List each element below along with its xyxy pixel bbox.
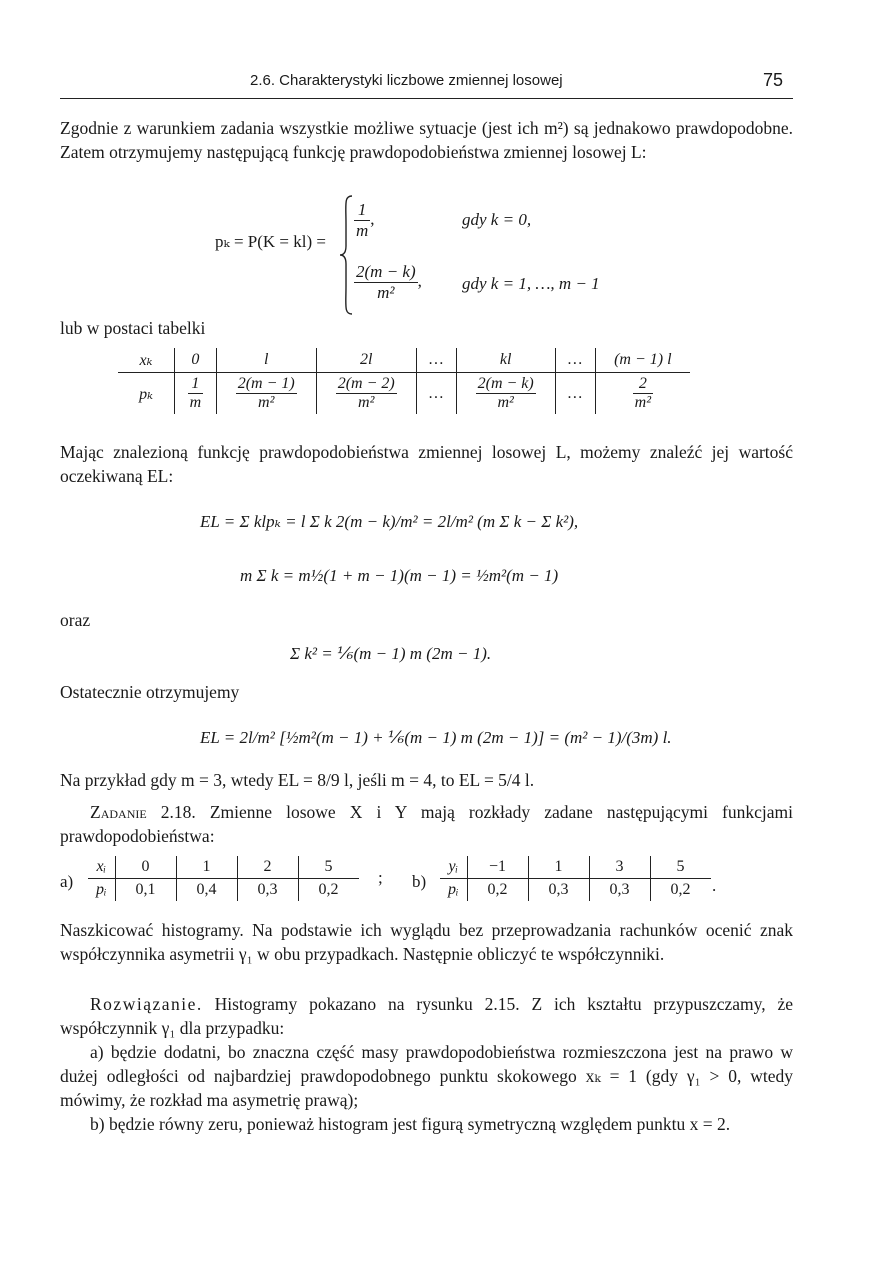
row-label-x: xₖ: [118, 348, 175, 373]
case1-denominator: m: [356, 221, 369, 240]
p-label: pᵢ: [440, 879, 467, 902]
solution-intro: [60, 992, 793, 1040]
oraz-text: oraz: [60, 610, 91, 630]
y-label: yᵢ: [440, 856, 467, 879]
case1: $\frac{1}{m}$ ,: [356, 200, 375, 240]
x-cell: …: [555, 348, 595, 373]
case1-numerator: 1: [354, 200, 370, 221]
x-cell: l: [216, 348, 316, 373]
p-num: 2: [633, 375, 653, 394]
p-cell: 0,2: [318, 881, 339, 898]
solution-case-a: a) będzie dodatni, bo znaczna część masy prawdopodobieństwa rozmieszczona jest na prawo w dużej odległości od najbardziej prawdopodobnego punktu skokowego xₖ = 1 (gdy γ₁ > 0, wtedy mówimy, że rozkład ma asymetrię prawą);: [60, 1042, 793, 1110]
paragraph-intro: Zgodnie z warunkiem zadania wszystkie możliwe sytuacje (jest ich m²) są jednakowo prawdopodobne. Zatem otrzymujemy następującą funkcję prawdopodobieństwa zmiennej losowej L:: [60, 118, 793, 162]
x-cell: kl: [456, 348, 555, 373]
x-label: xᵢ: [88, 856, 115, 879]
x-cell: …: [416, 348, 456, 373]
p-cell: 0,4: [176, 879, 237, 902]
left-brace-icon: [338, 194, 354, 316]
task-2-18: [60, 800, 793, 848]
x-cell: 0: [175, 348, 217, 373]
case2-denominator: m²: [377, 283, 395, 302]
p-cell: 0,3: [589, 879, 650, 902]
distribution-table-L: [118, 348, 690, 414]
y-cell: 5: [676, 858, 685, 875]
p-cell: 0,1: [115, 879, 176, 902]
equation-sum-k: m Σ k = m½(1 + m − 1)(m − 1) = ½m²(m − 1): [240, 566, 559, 585]
p-den: m²: [258, 394, 275, 411]
y-cell: −1: [467, 856, 528, 879]
x-cell: 1: [176, 856, 237, 879]
row-label-p: pₖ: [118, 373, 175, 415]
page-number: 75: [762, 70, 783, 90]
p-den: m: [189, 394, 202, 411]
paragraph-expected-value: Mając znalezioną funkcję prawdopodobieństwa zmiennej losowej L, możemy znaleźć jej wartość oczekiwaną EL:: [60, 442, 793, 486]
section-title: 2.6. Charakterystyki liczbowe zmiennej losowej: [250, 72, 563, 89]
p-cell: 0,3: [237, 879, 298, 902]
p-cell: 0,2: [670, 881, 691, 898]
p-den: m²: [358, 394, 375, 411]
solution-label: Rozwiązanie.: [90, 994, 203, 1014]
distribution-table-a: [88, 856, 359, 901]
y-cell: 3: [589, 856, 650, 879]
page-header: [60, 68, 793, 99]
x-cell: 0: [115, 856, 176, 879]
lub-text: lub w postaci tabelki: [60, 318, 206, 338]
x-cell: 5: [324, 858, 333, 875]
p-cell: …: [555, 373, 595, 415]
y-cell: 1: [528, 856, 589, 879]
p-num: 2(m − 1): [237, 375, 295, 392]
case2-numerator: 2(m − k): [356, 262, 416, 281]
p-cell: 0,2: [467, 879, 528, 902]
solution-text: Histogramy pokazano na rysunku 2.15. Z ich kształtu przypuszczamy, że współczynnik γ₁ dla przypadku:: [60, 994, 793, 1038]
equation-EL-sum: EL = Σ klpₖ = l Σ k 2(m − k)/m² = 2l/m² (m Σ k − Σ k²),: [200, 512, 579, 531]
p-den: m²: [497, 394, 514, 411]
p-den: m²: [634, 394, 651, 411]
pk-definition-lhs: pₖ = P(K = kl) =: [215, 232, 326, 251]
case1-condition: gdy k = 0,: [462, 210, 532, 229]
paragraph-task-instructions: Naszkicować histogramy. Na podstawie ich wyglądu bez przeprowadzania rachunków ocenić znak współczynnika asymetrii γ₁ w obu przypadkach. Następnie obliczyć te współczynniki.: [60, 920, 793, 964]
p-cell: 0,3: [528, 879, 589, 902]
distribution-table-b: [440, 856, 711, 901]
equation-EL-final: EL = 2l/m² [½m²(m − 1) + ⅙(m − 1) m (2m − 1)] = (m² − 1)/(3m) l.: [200, 728, 672, 747]
dist-b-label: b): [412, 872, 427, 891]
p-label: pᵢ: [88, 879, 115, 902]
p-num: 1: [188, 375, 204, 394]
case2: $\frac{2(m - k)}{\text{m²}}$ ,: [356, 262, 422, 302]
x-cell: (m − 1) l: [614, 351, 672, 368]
x-cell: 2: [237, 856, 298, 879]
case2-condition: gdy k = 1, …, m − 1: [462, 274, 600, 293]
example-text: Na przykład gdy m = 3, wtedy EL = 8/9 l, jeśli m = 4, to EL = 5/4 l.: [60, 770, 535, 790]
task-label: Zadanie 2.18.: [90, 802, 196, 822]
ostatecznie-text: Ostatecznie otrzymujemy: [60, 682, 240, 702]
solution-case-b: b) będzie równy zeru, ponieważ histogram jest figurą symetryczną względem punktu x = 2.: [90, 1114, 731, 1134]
p-num: 2(m − 2): [337, 375, 395, 392]
p-num: 2(m − k): [477, 375, 534, 392]
task-text: Zmienne losowe X i Y mają rozkłady zadane następującymi funkcjami prawdopodobieństwa:: [60, 802, 793, 846]
equation-sum-k2: Σ k² = ⅙(m − 1) m (2m − 1).: [290, 644, 492, 663]
x-cell: 2l: [316, 348, 416, 373]
p-cell: …: [416, 373, 456, 415]
dist-a-label: a): [60, 872, 74, 891]
